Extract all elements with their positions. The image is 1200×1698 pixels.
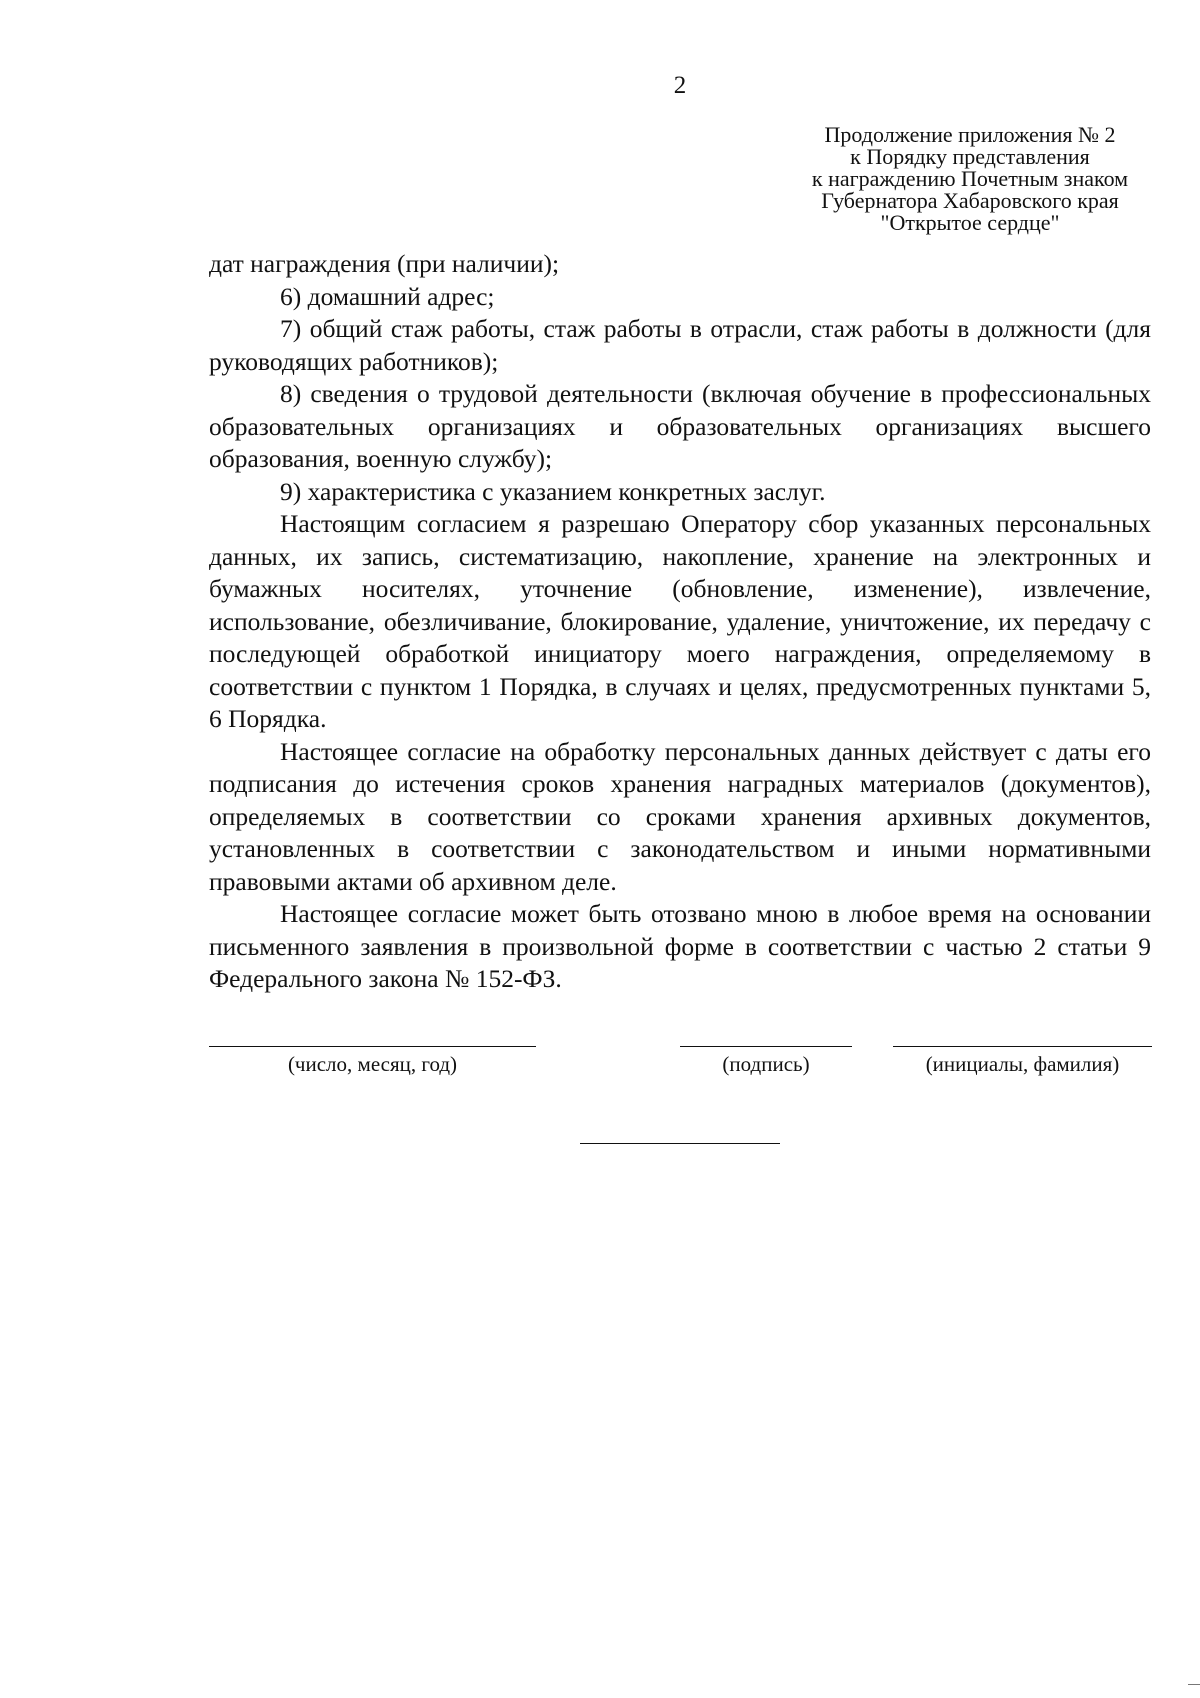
date-signature-line: [209, 1046, 536, 1077]
list-item-8: 8) сведения о трудовой деятельности (включая обучение в профессиональных образовательных организациях и образовательных организациях высшего образования, военную службу);: [209, 379, 1151, 473]
appendix-header-line: к Порядку представления: [850, 144, 1090, 169]
signature-line: [680, 1046, 852, 1077]
list-item-6: 6) домашний адрес;: [280, 281, 495, 311]
consent-revocation-paragraph: Настоящее согласие может быть отозвано мною в любое время на основании письменного заявления в произвольной форме в соответствии с частью 2 статьи 9 Федерального закона № 152-ФЗ.: [209, 899, 1151, 993]
list-item-7: 7) общий стаж работы, стаж работы в отрасли, стаж работы в должности (для руководящих работников);: [209, 314, 1151, 376]
paragraph-continuation: дат награждения (при наличии);: [209, 249, 560, 278]
consent-term-paragraph: Настоящее согласие на обработку персональных данных действует с даты его подписания до истечения сроков хранения наградных материалов (документов), определяемых в соответствии со сроками хранения архивных документов, установленных в соответствии с законодательством и иными нормативными правовыми актами об архивном деле.: [209, 736, 1151, 896]
document-body: [209, 248, 1151, 996]
end-of-document-divider: [580, 1143, 780, 1144]
date-caption: (число, месяц, год): [287, 1052, 458, 1076]
signature-caption: (подпись): [722, 1052, 810, 1076]
appendix-header-line: к награждению Почетным знаком: [811, 166, 1129, 191]
signature-block: [0, 1046, 1200, 1086]
appendix-header-line: "Открытое сердце": [880, 210, 1060, 235]
name-signature-line: [893, 1046, 1152, 1077]
scan-edge-mark: [1188, 1684, 1200, 1685]
appendix-header: [770, 124, 1170, 234]
consent-scope-paragraph: Настоящим согласием я разрешаю Оператору сбор указанных персональных данных, их запись, систематизацию, накопление, хранение на электронных и бумажных носителях, уточнение (обновление, изменение), извлечение, использование, обезличивание, блокирование, удаление, уничтожение, их передачу с последующей обработкой инициатору моего награждения, определяемому в соответствии с пунктом 1 Порядка, в случаях и целях, предусмотренных пунктами 5, 6 Порядка.: [209, 509, 1151, 733]
appendix-header-line: Губернатора Хабаровского края: [821, 188, 1119, 213]
name-caption: (инициалы, фамилия): [925, 1052, 1120, 1076]
appendix-header-line: Продолжение приложения № 2: [824, 122, 1116, 147]
page-number: 2: [673, 72, 687, 99]
list-item-9: 9) характеристика с указанием конкретных заслуг.: [280, 476, 826, 506]
